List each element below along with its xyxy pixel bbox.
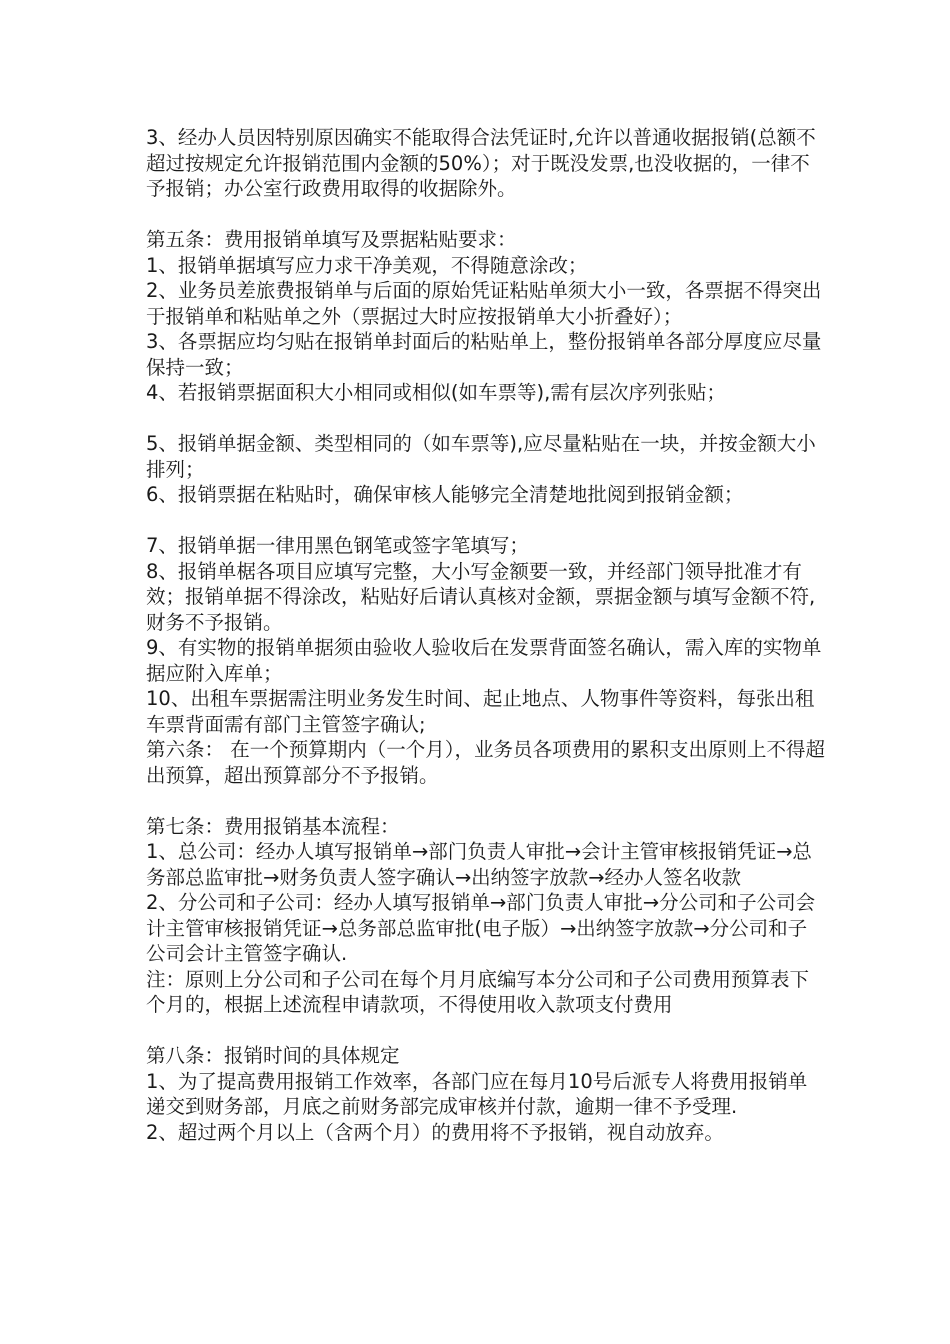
paragraph-gap [146, 406, 826, 432]
paragraph-gap [146, 788, 826, 814]
paragraph: 第八条：报销时间的具体规定 [146, 1044, 400, 1067]
paragraph: 10、出租车票据需注明业务发生时间、起止地点、人物事件等资料，每张出租车票背面需有部门主管签字确认; [146, 687, 815, 736]
paragraph: 7、报销单据一律用黑色钢笔或签字笔填写； [146, 534, 529, 557]
paragraph: 1、为了提高费用报销工作效率，各部门应在每月10号后派专人将费用报销单递交到财务部，月底之前财务部完成审核并付款，逾期一律不予受理. [146, 1069, 808, 1118]
paragraph: 1、报销单据填写应力求干净美观，不得随意涂改； [146, 253, 588, 277]
paragraph: 第七条：费用报销基本流程： [146, 814, 400, 838]
paragraph-gap [146, 508, 826, 534]
paragraph: 8、报销单椐各项目应填写完整，大小写金额要一致，并经部门领导批准才有效；报销单据不得涂改，粘贴好后请认真核对金额，票据金额与填写金额不符,财务不予报销。 [146, 559, 816, 634]
paragraph: 2、业务员差旅费报销单与后面的原始凭证粘贴单须大小一致，各票据不得突出于报销单和粘贴单之外（票据过大时应按报销单大小折叠好）； [146, 279, 822, 328]
paragraph: 1、总公司：经办人填写报销单→部门负责人审批→会计主管审核报销凭证→总务部总监审批→财务负责人签字确认→出纳签字放款→经办人签名收款 [146, 840, 812, 889]
paragraph: 第五条：费用报销单填写及票据粘贴要求： [146, 228, 517, 251]
paragraph: 4、若报销票据面积大小相同或相似(如车票等),需有层次序列张贴； [146, 381, 726, 404]
paragraph: 5、报销单据金额、类型相同的（如车票等),应尽量粘贴在一块，并按金额大小排列； [146, 432, 816, 481]
paragraph: 2、分公司和子公司：经办人填写报销单→部门负责人审批→分公司和子公司会计主管审核报销凭证→总务部总监审批(电子版）→出纳签字放款→分公司和子公司会计主管签字确认. [146, 891, 816, 965]
paragraph: 第六条： 在一个预算期内（一个月），业务员各项费用的累积支出原则上不得超出预算，超出预算部分不予报销。 [146, 738, 825, 787]
paragraph: 2、超过两个月以上（含两个月）的费用将不予报销，视自动放弃。 [146, 1120, 724, 1144]
paragraph: 6、报销票据在粘贴时，确保审核人能够完全清楚地批阅到报销金额； [146, 483, 744, 506]
paragraph: 注：原则上分公司和子公司在每个月月底编写本分公司和子公司费用预算表下个月的，根据上述流程申请款项，不得使用收入款项支付费用 [146, 967, 810, 1016]
paragraph: 3、经办人员因特别原因确实不能取得合法凭证时,允许以普通收据报销(总额不超过按规定允许报销范围内金额的50%）；对于既没发票,也没收据的，一律不予报销；办公室行政费用取得的收据除外。 [146, 126, 816, 200]
paragraph: 9、有实物的报销单据须由验收人验收后在发票背面签名确认，需入库的实物单据应附入库单； [146, 636, 822, 685]
paragraph-gap [146, 202, 826, 228]
paragraph: 3、各票据应均匀贴在报销单封面后的粘贴单上，整份报销单各部分厚度应尽量保持一致； [146, 330, 822, 379]
paragraph-gap [146, 1018, 826, 1044]
document-page [146, 125, 826, 1145]
